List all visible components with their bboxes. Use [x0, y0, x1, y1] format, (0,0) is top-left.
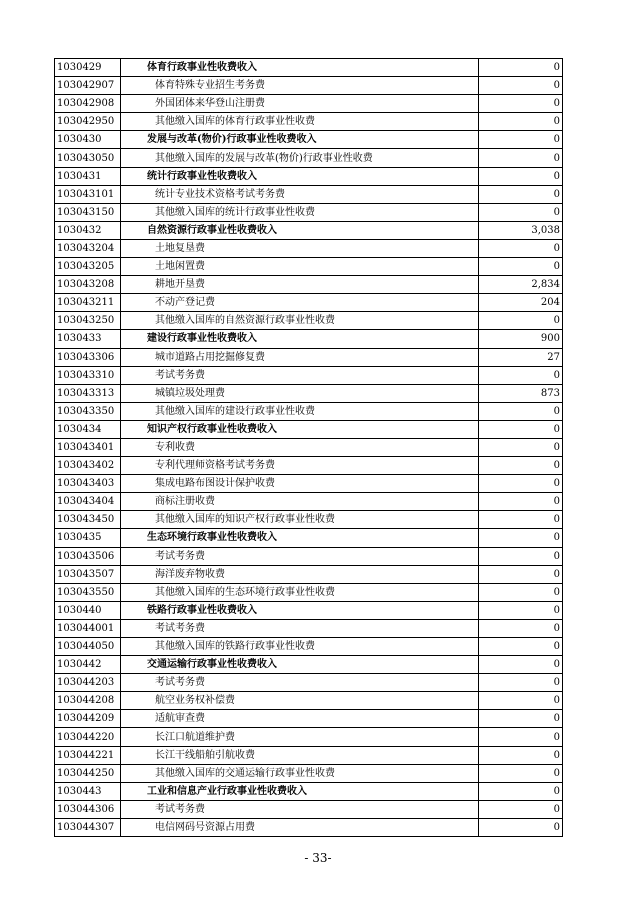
table-row [55, 149, 563, 167]
subject-code: 1030431 [55, 167, 121, 185]
table-body [55, 59, 563, 837]
table-row [55, 638, 563, 656]
amount: 873 [479, 384, 563, 402]
table-row [55, 77, 563, 95]
item-name: 不动产登记费 [121, 294, 479, 312]
subject-code: 103043550 [55, 583, 121, 601]
amount: 0 [479, 77, 563, 95]
table-row [55, 710, 563, 728]
amount: 0 [479, 728, 563, 746]
table-row [55, 348, 563, 366]
table-row [55, 312, 563, 330]
revenue-table [54, 58, 563, 837]
amount: 0 [479, 583, 563, 601]
amount: 0 [479, 656, 563, 674]
item-name: 适航审查费 [121, 710, 479, 728]
subject-code: 103044220 [55, 728, 121, 746]
amount: 0 [479, 149, 563, 167]
table-row [55, 818, 563, 836]
subject-code: 103044208 [55, 692, 121, 710]
subject-code: 103043401 [55, 438, 121, 456]
subject-code: 103043250 [55, 312, 121, 330]
amount: 0 [479, 312, 563, 330]
category-name: 建设行政事业性收费收入 [121, 330, 479, 348]
subject-code: 103043306 [55, 348, 121, 366]
item-name: 考试考务费 [121, 800, 479, 818]
item-name: 其他缴入国库的自然资源行政事业性收费 [121, 312, 479, 330]
subject-code: 1030433 [55, 330, 121, 348]
item-name: 其他缴入国库的交通运输行政事业性收费 [121, 764, 479, 782]
subject-code: 103043310 [55, 366, 121, 384]
page-number: - 33- [304, 851, 332, 865]
amount: 0 [479, 113, 563, 131]
subject-code: 103043506 [55, 547, 121, 565]
amount: 0 [479, 818, 563, 836]
item-name: 专利收费 [121, 438, 479, 456]
item-name: 其他缴入国库的生态环境行政事业性收费 [121, 583, 479, 601]
amount: 2,834 [479, 276, 563, 294]
category-name: 发展与改革(物价)行政事业性收费收入 [121, 131, 479, 149]
table-row [55, 601, 563, 619]
subject-code: 103044306 [55, 800, 121, 818]
amount: 0 [479, 59, 563, 77]
table-row [55, 113, 563, 131]
table-row [55, 619, 563, 637]
amount: 0 [479, 529, 563, 547]
table-row [55, 438, 563, 456]
table-row [55, 692, 563, 710]
table-row [55, 746, 563, 764]
amount: 0 [479, 547, 563, 565]
amount: 0 [479, 185, 563, 203]
item-name: 长江干线船舶引航收费 [121, 746, 479, 764]
item-name: 其他缴入国库的发展与改革(物价)行政事业性收费 [121, 149, 479, 167]
subject-code: 103043507 [55, 565, 121, 583]
subject-code: 103043050 [55, 149, 121, 167]
subject-code: 1030430 [55, 131, 121, 149]
table-row [55, 457, 563, 475]
table-row [55, 131, 563, 149]
subject-code: 103043208 [55, 276, 121, 294]
table-row [55, 511, 563, 529]
category-name: 生态环境行政事业性收费收入 [121, 529, 479, 547]
subject-code: 103043101 [55, 185, 121, 203]
amount: 0 [479, 746, 563, 764]
item-name: 其他缴入国库的体育行政事业性收费 [121, 113, 479, 131]
item-name: 土地闲置费 [121, 258, 479, 276]
amount: 0 [479, 493, 563, 511]
category-name: 自然资源行政事业性收费收入 [121, 221, 479, 239]
table-row [55, 203, 563, 221]
item-name: 考试考务费 [121, 366, 479, 384]
amount: 0 [479, 167, 563, 185]
amount: 0 [479, 366, 563, 384]
subject-code: 103043402 [55, 457, 121, 475]
subject-code: 103042907 [55, 77, 121, 95]
table-row [55, 167, 563, 185]
item-name: 其他缴入国库的统计行政事业性收费 [121, 203, 479, 221]
amount: 0 [479, 782, 563, 800]
amount: 0 [479, 131, 563, 149]
subject-code: 103043205 [55, 258, 121, 276]
item-name: 电信网码号资源占用费 [121, 818, 479, 836]
amount: 0 [479, 638, 563, 656]
subject-code: 103044001 [55, 619, 121, 637]
amount: 0 [479, 475, 563, 493]
amount: 900 [479, 330, 563, 348]
table-row [55, 402, 563, 420]
amount: 0 [479, 800, 563, 818]
item-name: 海洋废弃物收费 [121, 565, 479, 583]
amount: 0 [479, 239, 563, 257]
item-name: 商标注册收费 [121, 493, 479, 511]
item-name: 城市道路占用挖掘修复费 [121, 348, 479, 366]
amount: 0 [479, 438, 563, 456]
table-row [55, 420, 563, 438]
item-name: 航空业务权补偿费 [121, 692, 479, 710]
item-name: 集成电路布图设计保护收费 [121, 475, 479, 493]
subject-code: 103044307 [55, 818, 121, 836]
item-name: 耕地开垦费 [121, 276, 479, 294]
subject-code: 1030434 [55, 420, 121, 438]
category-name: 铁路行政事业性收费收入 [121, 601, 479, 619]
item-name: 城镇垃圾处理费 [121, 384, 479, 402]
amount: 0 [479, 420, 563, 438]
subject-code: 103044250 [55, 764, 121, 782]
amount: 0 [479, 565, 563, 583]
item-name: 专利代理师资格考试考务费 [121, 457, 479, 475]
item-name: 土地复垦费 [121, 239, 479, 257]
subject-code: 103043313 [55, 384, 121, 402]
subject-code: 1030443 [55, 782, 121, 800]
subject-code: 103043350 [55, 402, 121, 420]
table-row [55, 95, 563, 113]
subject-code: 1030429 [55, 59, 121, 77]
subject-code: 1030432 [55, 221, 121, 239]
subject-code: 103043404 [55, 493, 121, 511]
table-row [55, 276, 563, 294]
category-name: 交通运输行政事业性收费收入 [121, 656, 479, 674]
subject-code: 103043403 [55, 475, 121, 493]
table-row [55, 493, 563, 511]
table-row [55, 239, 563, 257]
item-name: 外国团体来华登山注册费 [121, 95, 479, 113]
subject-code: 103043211 [55, 294, 121, 312]
table-row [55, 583, 563, 601]
table-row [55, 547, 563, 565]
item-name: 长江口航道维护费 [121, 728, 479, 746]
category-name: 工业和信息产业行政事业性收费收入 [121, 782, 479, 800]
table-row [55, 384, 563, 402]
amount: 3,038 [479, 221, 563, 239]
item-name: 统计专业技术资格考试考务费 [121, 185, 479, 203]
table-row [55, 529, 563, 547]
subject-code: 103043150 [55, 203, 121, 221]
table-row [55, 656, 563, 674]
table-row [55, 764, 563, 782]
amount: 0 [479, 203, 563, 221]
table-row [55, 366, 563, 384]
table-row [55, 185, 563, 203]
table-row [55, 294, 563, 312]
table-row [55, 221, 563, 239]
amount: 0 [479, 619, 563, 637]
table-row [55, 330, 563, 348]
item-name: 其他缴入国库的铁路行政事业性收费 [121, 638, 479, 656]
subject-code: 1030440 [55, 601, 121, 619]
amount: 27 [479, 348, 563, 366]
table-row [55, 800, 563, 818]
amount: 0 [479, 601, 563, 619]
table-row [55, 258, 563, 276]
item-name: 考试考务费 [121, 619, 479, 637]
table-row [55, 674, 563, 692]
amount: 0 [479, 402, 563, 420]
item-name: 考试考务费 [121, 674, 479, 692]
subject-code: 103043450 [55, 511, 121, 529]
category-name: 统计行政事业性收费收入 [121, 167, 479, 185]
subject-code: 103043204 [55, 239, 121, 257]
amount: 0 [479, 764, 563, 782]
subject-code: 103044221 [55, 746, 121, 764]
amount: 0 [479, 674, 563, 692]
table-row [55, 782, 563, 800]
subject-code: 103044203 [55, 674, 121, 692]
amount: 0 [479, 710, 563, 728]
amount: 0 [479, 457, 563, 475]
amount: 0 [479, 511, 563, 529]
amount: 0 [479, 692, 563, 710]
item-name: 体育特殊专业招生考务费 [121, 77, 479, 95]
amount: 0 [479, 258, 563, 276]
item-name: 考试考务费 [121, 547, 479, 565]
table-row [55, 728, 563, 746]
item-name: 其他缴入国库的建设行政事业性收费 [121, 402, 479, 420]
subject-code: 1030435 [55, 529, 121, 547]
table-row [55, 565, 563, 583]
category-name: 知识产权行政事业性收费收入 [121, 420, 479, 438]
item-name: 其他缴入国库的知识产权行政事业性收费 [121, 511, 479, 529]
amount: 204 [479, 294, 563, 312]
table-row [55, 59, 563, 77]
subject-code: 103044209 [55, 710, 121, 728]
subject-code: 1030442 [55, 656, 121, 674]
table-row [55, 475, 563, 493]
subject-code: 103042908 [55, 95, 121, 113]
category-name: 体育行政事业性收费收入 [121, 59, 479, 77]
subject-code: 103042950 [55, 113, 121, 131]
amount: 0 [479, 95, 563, 113]
subject-code: 103044050 [55, 638, 121, 656]
